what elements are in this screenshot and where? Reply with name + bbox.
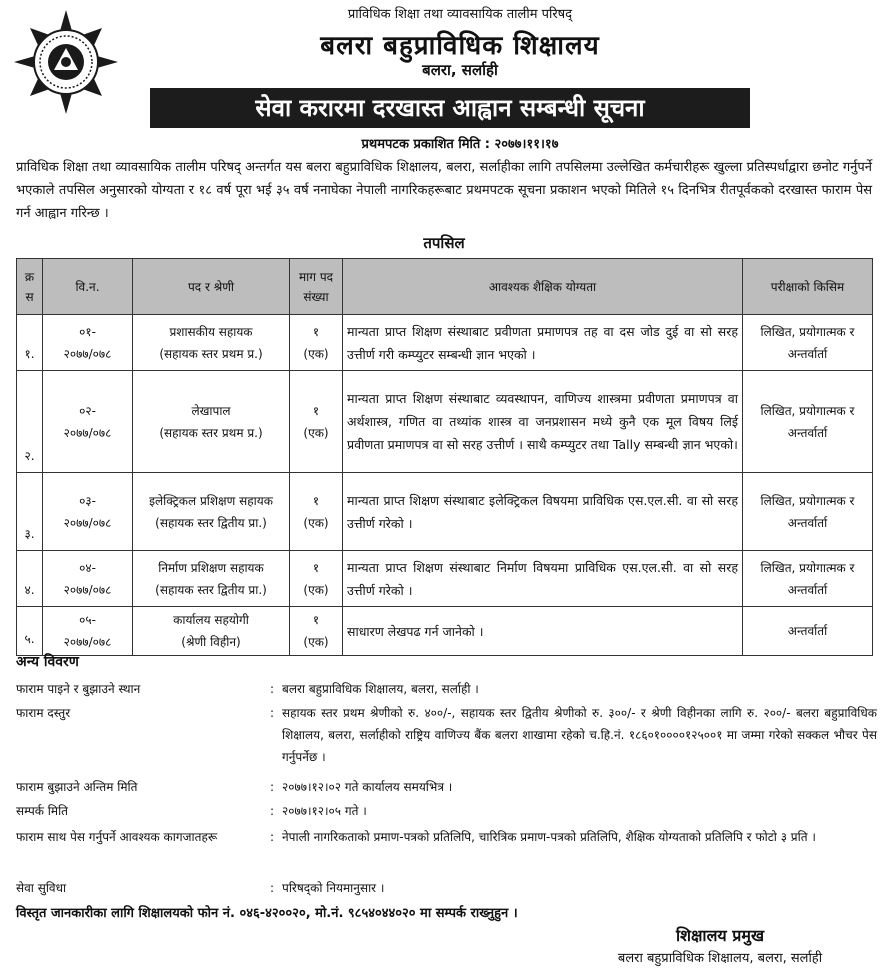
detail-value: २०७७।१२।०५ गते ।: [282, 804, 367, 818]
row-ad-number: [43, 315, 133, 371]
row-ad-number: [43, 607, 133, 656]
detail-row-contact-date: [16, 800, 876, 822]
header-ad-number: वि.न.: [43, 259, 133, 315]
table-row: [17, 551, 873, 607]
count-number: १: [312, 493, 320, 508]
detail-colon: :: [270, 780, 275, 794]
count-number: १: [312, 613, 320, 627]
college-logo-emblem: [12, 8, 120, 116]
post-name: प्रशासकीय सहायक: [169, 324, 253, 339]
row-count: [290, 315, 343, 371]
ad-year: २०७७/०७८: [63, 346, 112, 361]
row-sn: ५.: [17, 607, 43, 656]
row-ad-number: [43, 551, 133, 607]
row-exam: लिखित, प्रयोगात्मक र अन्तर्वार्ता: [743, 473, 873, 551]
signatory-title: शिक्षालय प्रमुख: [675, 926, 765, 945]
detail-label: फाराम दस्तुर: [16, 706, 71, 720]
count-word: (एक): [303, 515, 329, 530]
row-sn: १.: [17, 315, 43, 371]
header-sn: क्र स: [17, 259, 43, 315]
notice-banner-title: सेवा करारमा दरखास्त आह्वान सम्बन्धी सूचना: [150, 88, 750, 128]
row-count: [290, 551, 343, 607]
row-qualification: साधारण लेखपढ गर्न जानेको ।: [343, 607, 743, 656]
table-row: [17, 371, 873, 473]
detail-row-documents: [16, 826, 876, 874]
post-level: (सहायक स्तर द्वितीय प्रा.): [155, 582, 267, 597]
detail-label: फाराम साथ पेस गर्नुपर्ने आवश्यक कागजातहरू: [16, 830, 218, 844]
row-exam: अन्तर्वार्ता: [743, 607, 873, 656]
row-sn: २.: [17, 371, 43, 473]
detail-colon: :: [270, 682, 275, 696]
post-level: (सहायक स्तर द्वितीय प्रा.): [155, 515, 267, 530]
detail-value: २०७७।१२।०२ गते कार्यालय समयभित्र ।: [282, 780, 453, 794]
post-level: (श्रेणी विहीन): [181, 635, 241, 649]
row-ad-number: [43, 473, 133, 551]
row-exam: लिखित, प्रयोगात्मक र अन्तर्वार्ता: [743, 371, 873, 473]
detail-row-form-fee: [16, 702, 876, 772]
ad-no: ०१-: [79, 324, 96, 339]
count-word: (एक): [303, 346, 329, 361]
detail-value: नेपाली नागरिकताको प्रमाण-पत्रको प्रतिलिपि, चारित्रिक प्रमाण-पत्रको प्रतिलिपि, शैक्षिक योग्यताको प्रतिलिपि र फोटो ३ प्रति ।: [282, 830, 816, 844]
detail-label: सेवा सुविधा: [16, 881, 67, 895]
publication-date: प्रथमपटक प्रकाशित मिति : २०७७।११।१७: [361, 137, 559, 152]
row-count: [290, 607, 343, 656]
post-name: लेखापाल: [191, 403, 231, 418]
detail-label: फाराम बुझाउने अन्तिम मिति: [16, 780, 138, 794]
table-row: [17, 473, 873, 551]
table-title: तपसिल: [423, 234, 465, 252]
intro-paragraph: प्राविधिक शिक्षा तथा व्यावसायिक तालीम परिषद् अन्तर्गत यस बलरा बहुप्राविधिक शिक्षालय, बलरा, सर्लाहीका लागि तपसिलमा उल्लेखित कर्मचारीहरू खुल्ला प्रतिस्पर्धाद्वारा छनोट गर्नुपर्ने भएकाले तपसिल अनुसारको योग्यता र १८ वर्ष पूरा भई ३५ वर्ष ननाघेका नेपाली नागरिकहरूबाट प्रथमपटक सूचना प्रकाशन भएको मितिले १५ दिनभित्र रीतपूर्वकको दरखास्त फाराम पेस गर्न आह्वान गरिन्छ ।: [16, 160, 872, 221]
other-details-title: अन्य विवरण: [16, 654, 79, 670]
row-qualification: मान्यता प्राप्त शिक्षण संस्थाबाट इलेक्ट्रिकल विषयमा प्राविधिक एस.एल.सी. वा सो सरह उत्तीर्ण गरेको ।: [343, 473, 743, 551]
signatory-office: बलरा बहुप्राविधिक शिक्षालय, बलरा, सर्लाही: [617, 951, 823, 966]
post-level: (सहायक स्तर प्रथम प्र.): [159, 346, 263, 361]
count-number: १: [312, 560, 320, 575]
header-post-count: माग पद संख्या: [290, 259, 343, 315]
detail-row-form-place: [16, 678, 876, 700]
council-name: प्राविधिक शिक्षा तथा व्यावसायिक तालीम परिषद्: [347, 7, 573, 22]
college-location: बलरा, सर्लाही: [422, 61, 498, 79]
ad-no: ०२-: [79, 403, 96, 418]
detail-colon: :: [270, 706, 275, 720]
detail-label: सम्पर्क मिति: [16, 804, 69, 818]
row-post: [133, 315, 290, 371]
count-number: १: [312, 403, 320, 418]
row-count: [290, 371, 343, 473]
count-word: (एक): [303, 582, 329, 597]
header-qualification: आवश्यक शैक्षिक योग्यता: [343, 259, 743, 315]
row-qualification: मान्यता प्राप्त शिक्षण संस्थाबाट निर्माण विषयमा प्राविधिक एस.एल.सी. वा सो सरह उत्तीर्ण गरेको ।: [343, 551, 743, 607]
detail-value: बलरा बहुप्राविधिक शिक्षालय, बलरा, सर्लाही ।: [282, 682, 479, 696]
detail-row-last-date: [16, 776, 876, 798]
row-ad-number: [43, 371, 133, 473]
contact-info: विस्तृत जानकारीका लागि शिक्षालयको फोन नं. ०४६-४२००२०, मो.नं. ९८५४०४४०२० मा सम्पर्क राख्नुहुन ।: [16, 906, 518, 921]
ad-year: २०७७/०७८: [63, 425, 112, 440]
vacancy-table: [16, 258, 873, 656]
row-count: [290, 473, 343, 551]
header-exam-type: परीक्षाको किसिम: [743, 259, 873, 315]
row-post: [133, 371, 290, 473]
table-row: [17, 315, 873, 371]
post-name: कार्यालय सहयोगी: [173, 613, 249, 627]
post-level: (सहायक स्तर प्रथम प्र.): [159, 425, 263, 440]
row-post: [133, 551, 290, 607]
ad-no: ०३-: [79, 493, 96, 508]
detail-value: परिषद्को नियमानुसार ।: [282, 881, 385, 895]
count-word: (एक): [303, 635, 329, 649]
ad-year: २०७७/०७८: [63, 515, 112, 530]
ad-year: २०७७/०७८: [63, 582, 112, 597]
detail-row-facilities: [16, 877, 876, 899]
row-exam: लिखित, प्रयोगात्मक र अन्तर्वार्ता: [743, 315, 873, 371]
table-row: [17, 607, 873, 656]
detail-colon: :: [270, 830, 275, 844]
header-post-level: पद र श्रेणी: [133, 259, 290, 315]
post-name: इलेक्ट्रिकल प्रशिक्षण सहायक: [149, 493, 273, 508]
ad-year: २०७७/०७८: [63, 635, 112, 649]
count-number: १: [312, 324, 320, 339]
row-qualification: मान्यता प्राप्त शिक्षण संस्थाबाट व्यवस्थापन, वाणिज्य शास्त्रमा प्रवीणता प्रमाणपत्र वा अर्थशास्त्र, गणित वा तथ्यांक शास्त्र वा जनप्रशासन मध्ये कुनै एक मूल विषय लिई प्रवीणता प्रमाणपत्र वा सो सरह उत्तीर्ण । साथै कम्प्युटर तथा Tally सम्बन्धी ज्ञान भएको।: [343, 371, 743, 473]
row-exam: लिखित, प्रयोगात्मक र अन्तर्वार्ता: [743, 551, 873, 607]
detail-value: सहायक स्तर प्रथम श्रेणीको रु. ४००/-, सहायक स्तर द्वितीय श्रेणीको रु. ३००/- र श्रेणी विहीनका लागि रु. २००/- बलरा बहुप्राविधिक शिक्षालय, बलरा, सर्लाहीको राष्ट्रिय वाणिज्य बैंक बलरा शाखामा रहेको च.हि.नं. १८६०१००००१२५००१ मा जम्मा गरेको सक्कल भौचर पेस गर्नुपर्नेछ ।: [282, 706, 877, 764]
count-word: (एक): [303, 425, 329, 440]
table-header-row: [17, 259, 873, 315]
row-sn: ४.: [17, 551, 43, 607]
row-post: [133, 607, 290, 656]
row-qualification: मान्यता प्राप्त शिक्षण संस्थाबाट प्रवीणता प्रमाणपत्र तह वा दस जोड दुई वा सो सरह उत्तीर्ण गरी कम्प्युटर सम्बन्धी ज्ञान भएको ।: [343, 315, 743, 371]
ad-no: ०५-: [79, 613, 96, 627]
ad-no: ०४-: [79, 560, 96, 575]
detail-colon: :: [270, 881, 275, 895]
college-name: बलरा बहुप्राविधिक शिक्षालय: [320, 31, 600, 61]
detail-colon: :: [270, 804, 275, 818]
detail-label: फाराम पाइने र बुझाउने स्थान: [16, 682, 141, 696]
post-name: निर्माण प्रशिक्षण सहायक: [158, 560, 264, 575]
row-post: [133, 473, 290, 551]
row-sn: ३.: [17, 473, 43, 551]
